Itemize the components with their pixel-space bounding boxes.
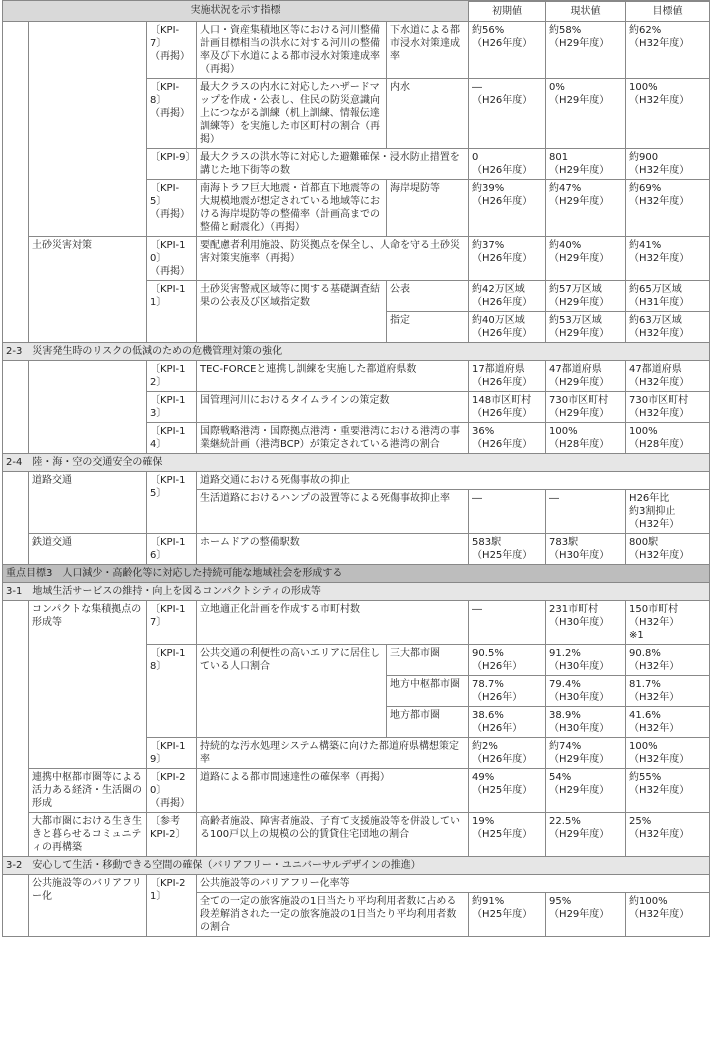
goal-heading: 重点目標3 人口減少・高齢化等に対応した持続可能な地域社会を形成する	[3, 565, 710, 583]
kpi-sub: 三大都市圏	[387, 645, 469, 676]
kpi-sub: 内水	[387, 79, 469, 149]
kpi-code: 〔KPI-13〕	[147, 392, 197, 423]
kpi-text: 最大クラスの内水に対応したハザードマップを作成・公表し、住民の防災意識向上につながる訓練（机上訓練、情報伝達訓練等）を実施した市区町村の割合（再掲）	[197, 79, 387, 149]
header-target: 目標値	[626, 2, 710, 22]
table-row	[3, 22, 710, 79]
kpi-text: TEC-FORCEと連携し訓練を実施した都道府県数	[197, 361, 469, 392]
initial-value: 36% （H26年度）	[469, 423, 546, 454]
kpi-text: 持続的な汚水処理システム構築に向けた都道府県構想策定率	[197, 738, 469, 769]
kpi-code: 〔KPI-21〕	[147, 875, 197, 937]
initial-value: 49% （H25年度）	[469, 769, 546, 813]
current-value: 約53万区域 （H29年度）	[546, 312, 626, 343]
kpi-code: 〔KPI-8〕 （再掲）	[147, 79, 197, 149]
target-value: 800駅 （H32年度）	[626, 534, 710, 565]
current-value: 約58% （H29年度）	[546, 22, 626, 79]
initial-value: 19% （H25年度）	[469, 813, 546, 857]
initial-value: 約42万区域 （H26年度）	[469, 281, 546, 312]
initial-value: ―	[469, 490, 546, 534]
kpi-code: 〔KPI-9〕	[147, 149, 197, 180]
kpi-code: 〔KPI-7〕 （再掲）	[147, 22, 197, 79]
kpi-text: 南海トラフ巨大地震・首都直下地震等の大規模地震が想定されている地域等における海岸堤防等の整備率（計画高までの整備と耐震化）（再掲）	[197, 180, 387, 237]
current-value: 38.9% （H30年度）	[546, 707, 626, 738]
current-value: 95% （H29年度）	[546, 893, 626, 937]
table-row	[3, 472, 710, 490]
target-value: 100% （H32年度）	[626, 79, 710, 149]
table-row	[3, 361, 710, 392]
initial-value: 38.6% （H26年）	[469, 707, 546, 738]
target-value: 約100% （H32年度）	[626, 893, 710, 937]
current-value: 91.2% （H30年度）	[546, 645, 626, 676]
initial-value: 17都道府県 （H26年度）	[469, 361, 546, 392]
kpi-text: 高齢者施設、障害者施設、子育て支援施設等を併設している100戸以上の規模の公的賃貸住宅団地の割合	[197, 813, 469, 857]
kpi-text: 立地適正化計画を作成する市町村数	[197, 601, 469, 645]
table-row	[3, 237, 710, 281]
kpi-code: 〔KPI-20〕 （再掲）	[147, 769, 197, 813]
current-value: 783駅 （H30年度）	[546, 534, 626, 565]
target-value: 約63万区域 （H32年度）	[626, 312, 710, 343]
kpi-code: 〔KPI-19〕	[147, 738, 197, 769]
table-row	[3, 601, 710, 645]
initial-value: 78.7% （H26年）	[469, 676, 546, 707]
target-value: 150市町村 （H32年） ※1	[626, 601, 710, 645]
current-value: 0% （H29年度）	[546, 79, 626, 149]
initial-value: 90.5% （H26年）	[469, 645, 546, 676]
initial-value: 約91% （H25年度）	[469, 893, 546, 937]
target-value: 約900 （H32年度）	[626, 149, 710, 180]
target-value: 41.6% （H32年）	[626, 707, 710, 738]
initial-value: 約56% （H26年度）	[469, 22, 546, 79]
initial-value: ―	[469, 601, 546, 645]
table-row	[3, 813, 710, 857]
target-value: H26年比 約3割抑止 （H32年）	[626, 490, 710, 534]
category-label: コンパクトな集積拠点の形成等	[29, 601, 147, 769]
target-value: 81.7% （H32年）	[626, 676, 710, 707]
current-value: 100% （H28年度）	[546, 423, 626, 454]
kpi-text: 人口・資産集積地区等における河川整備計画目標相当の洪水に対する河川の整備率及び下水道による都市浸水対策達成率（再掲）	[197, 22, 387, 79]
table-row	[3, 534, 710, 565]
category-label: 大都市圏における生き生きと暮らせるコミュニティの再構築	[29, 813, 147, 857]
initial-value: 約37% （H26年度）	[469, 237, 546, 281]
kpi-code: 〔KPI-16〕	[147, 534, 197, 565]
initial-value: ― （H26年度）	[469, 79, 546, 149]
kpi-text: 公共交通の利便性の高いエリアに居住している人口割合	[197, 645, 387, 738]
kpi-code: 〔KPI-5〕 （再掲）	[147, 180, 197, 237]
section-heading: 2-4 陸・海・空の交通安全の確保	[3, 454, 710, 472]
current-value: 54% （H29年度）	[546, 769, 626, 813]
target-value: 100% （H32年度）	[626, 738, 710, 769]
target-value: 90.8% （H32年）	[626, 645, 710, 676]
kpi-text: 生活道路におけるハンプの設置等による死傷事故抑止率	[197, 490, 469, 534]
initial-value: 約39% （H26年度）	[469, 180, 546, 237]
section-heading: 3-1 地域生活サービスの維持・向上を図るコンパクトシティの形成等	[3, 583, 710, 601]
current-value: 231市町村 （H30年度）	[546, 601, 626, 645]
kpi-text: 公共施設等のバリアフリー化率等	[197, 875, 710, 893]
current-value: ―	[546, 490, 626, 534]
section-heading: 3-2 安心して生活・移動できる空間の確保（バリアフリー・ユニバーサルデザインの推進）	[3, 857, 710, 875]
target-value: 47都道府県 （H32年度）	[626, 361, 710, 392]
kpi-text: 道路交通における死傷事故の抑止	[197, 472, 710, 490]
category-label: 道路交通	[29, 472, 147, 534]
initial-value: 583駅 （H25年度）	[469, 534, 546, 565]
kpi-code: 〔KPI-11〕	[147, 281, 197, 343]
table-row	[3, 875, 710, 893]
category-label: 鉄道交通	[29, 534, 147, 565]
kpi-code: 〔KPI-12〕	[147, 361, 197, 392]
kpi-table	[2, 0, 710, 937]
kpi-text: 道路による都市間速達性の確保率（再掲）	[197, 769, 469, 813]
target-value: 730市区町村 （H32年度）	[626, 392, 710, 423]
kpi-sub: 地方都市圏	[387, 707, 469, 738]
current-value: 22.5% （H29年度）	[546, 813, 626, 857]
kpi-sub: 海岸堤防等	[387, 180, 469, 237]
category-label: 公共施設等のバリアフリー化	[29, 875, 147, 937]
initial-value: 0 （H26年度）	[469, 149, 546, 180]
target-value: 約69% （H32年度）	[626, 180, 710, 237]
kpi-code: 〔KPI-15〕	[147, 472, 197, 534]
kpi-text: 要配慮者利用施設、防災拠点を保全し、人命を守る土砂災害対策実施率（再掲）	[197, 237, 469, 281]
category-label: 土砂災害対策	[29, 237, 147, 343]
table-row	[3, 769, 710, 813]
current-value: 約40% （H29年度）	[546, 237, 626, 281]
current-value: 801 （H29年度）	[546, 149, 626, 180]
kpi-text: 全ての一定の旅客施設の1日当たり平均利用者数に占める段差解消された一定の旅客施設の1日当たり平均利用者数の割合	[197, 893, 469, 937]
kpi-text: 国管理河川におけるタイムラインの策定数	[197, 392, 469, 423]
section-heading: 2-3 災害発生時のリスクの低減のための危機管理対策の強化	[3, 343, 710, 361]
kpi-code: 〔KPI-10〕 （再掲）	[147, 237, 197, 281]
target-value: 100% （H28年度）	[626, 423, 710, 454]
header-current: 現状値	[546, 2, 626, 22]
kpi-sub: 下水道による都市浸水対策達成率	[387, 22, 469, 79]
kpi-text: 土砂災害警戒区域等に関する基礎調査結果の公表及び区域指定数	[197, 281, 387, 343]
kpi-text: 国際戦略港湾・国際拠点港湾・重要港湾における港湾の事業継続計画（港湾BCP）が策定されている港湾の割合	[197, 423, 469, 454]
kpi-text: 最大クラスの洪水等に対応した避難確保・浸水防止措置を講じた地下街等の数	[197, 149, 469, 180]
category-label: 連携中枢都市圏等による活力ある経済・生活圏の形成	[29, 769, 147, 813]
current-value: 約74% （H29年度）	[546, 738, 626, 769]
target-value: 約41% （H32年度）	[626, 237, 710, 281]
header-initial: 初期値	[469, 2, 546, 22]
current-value: 730市区町村 （H29年度）	[546, 392, 626, 423]
kpi-sub: 指定	[387, 312, 469, 343]
initial-value: 148市区町村 （H26年度）	[469, 392, 546, 423]
current-value: 約57万区域 （H29年度）	[546, 281, 626, 312]
kpi-code: 〔KPI-18〕	[147, 645, 197, 738]
target-value: 25% （H32年度）	[626, 813, 710, 857]
kpi-code: 〔参考 KPI-2〕	[147, 813, 197, 857]
current-value: 79.4% （H30年度）	[546, 676, 626, 707]
target-value: 約62% （H32年度）	[626, 22, 710, 79]
kpi-sub: 公表	[387, 281, 469, 312]
initial-value: 約2% （H26年度）	[469, 738, 546, 769]
header-title: 実施状況を示す指標	[3, 1, 469, 22]
kpi-text: ホームドアの整備駅数	[197, 534, 469, 565]
kpi-sub: 地方中枢都市圏	[387, 676, 469, 707]
initial-value: 約40万区域 （H26年度）	[469, 312, 546, 343]
current-value: 47都道府県 （H29年度）	[546, 361, 626, 392]
kpi-code: 〔KPI-17〕	[147, 601, 197, 645]
current-value: 約47% （H29年度）	[546, 180, 626, 237]
kpi-code: 〔KPI-14〕	[147, 423, 197, 454]
target-value: 約65万区域 （H31年度）	[626, 281, 710, 312]
target-value: 約55% （H32年度）	[626, 769, 710, 813]
